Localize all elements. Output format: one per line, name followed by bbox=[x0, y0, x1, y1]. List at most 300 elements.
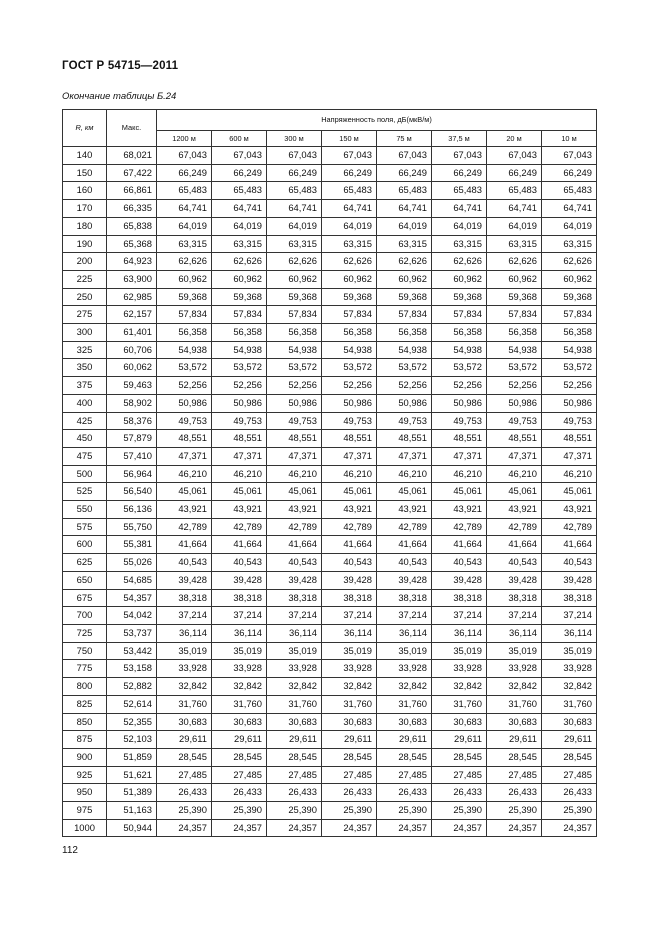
field-value-cell: 63,315 bbox=[322, 235, 377, 253]
field-value-cell: 54,938 bbox=[377, 341, 432, 359]
field-value-cell: 47,371 bbox=[322, 447, 377, 465]
field-value-cell: 64,019 bbox=[432, 217, 487, 235]
distance-cell: 775 bbox=[63, 660, 107, 678]
field-value-cell: 67,043 bbox=[157, 147, 212, 165]
field-value-cell: 30,683 bbox=[432, 713, 487, 731]
field-value-cell: 37,214 bbox=[487, 607, 542, 625]
table-row bbox=[63, 394, 597, 412]
max-value-cell: 56,964 bbox=[107, 465, 157, 483]
field-value-cell: 48,551 bbox=[487, 430, 542, 448]
distance-cell: 875 bbox=[63, 731, 107, 749]
max-value-cell: 58,902 bbox=[107, 394, 157, 412]
field-value-cell: 42,789 bbox=[157, 518, 212, 536]
field-value-cell: 33,928 bbox=[542, 660, 597, 678]
field-value-cell: 36,114 bbox=[212, 624, 267, 642]
field-value-cell: 47,371 bbox=[157, 447, 212, 465]
field-value-cell: 28,545 bbox=[377, 748, 432, 766]
field-value-cell: 57,834 bbox=[212, 306, 267, 324]
field-value-cell: 28,545 bbox=[157, 748, 212, 766]
field-value-cell: 46,210 bbox=[542, 465, 597, 483]
field-value-cell: 52,256 bbox=[377, 377, 432, 395]
table-row bbox=[63, 377, 597, 395]
field-value-cell: 54,938 bbox=[487, 341, 542, 359]
max-value-cell: 51,163 bbox=[107, 802, 157, 820]
field-value-cell: 37,214 bbox=[322, 607, 377, 625]
field-value-cell: 63,315 bbox=[542, 235, 597, 253]
field-value-cell: 39,428 bbox=[322, 571, 377, 589]
field-value-cell: 26,433 bbox=[542, 784, 597, 802]
field-value-cell: 43,921 bbox=[322, 501, 377, 519]
field-value-cell: 64,741 bbox=[377, 200, 432, 218]
field-value-cell: 63,315 bbox=[267, 235, 322, 253]
table-row bbox=[63, 270, 597, 288]
field-value-cell: 67,043 bbox=[212, 147, 267, 165]
field-value-cell: 67,043 bbox=[377, 147, 432, 165]
field-value-cell: 57,834 bbox=[377, 306, 432, 324]
field-value-cell: 29,611 bbox=[267, 731, 322, 749]
field-value-cell: 52,256 bbox=[542, 377, 597, 395]
field-value-cell: 38,318 bbox=[267, 589, 322, 607]
max-value-cell: 51,389 bbox=[107, 784, 157, 802]
field-value-cell: 48,551 bbox=[377, 430, 432, 448]
field-value-cell: 65,483 bbox=[432, 182, 487, 200]
field-value-cell: 59,368 bbox=[322, 288, 377, 306]
field-value-cell: 62,626 bbox=[432, 253, 487, 271]
column-header-distance: R, км bbox=[63, 110, 107, 147]
field-value-cell: 30,683 bbox=[157, 713, 212, 731]
field-value-cell: 41,664 bbox=[377, 536, 432, 554]
field-value-cell: 25,390 bbox=[212, 802, 267, 820]
distance-cell: 925 bbox=[63, 766, 107, 784]
column-header-height: 10 м bbox=[542, 131, 597, 147]
field-value-cell: 65,483 bbox=[322, 182, 377, 200]
field-value-cell: 27,485 bbox=[542, 766, 597, 784]
column-header-height: 150 м bbox=[322, 131, 377, 147]
field-value-cell: 37,214 bbox=[542, 607, 597, 625]
field-value-cell: 66,249 bbox=[322, 164, 377, 182]
field-value-cell: 41,664 bbox=[487, 536, 542, 554]
field-value-cell: 67,043 bbox=[432, 147, 487, 165]
field-value-cell: 57,834 bbox=[322, 306, 377, 324]
field-value-cell: 64,019 bbox=[487, 217, 542, 235]
field-value-cell: 49,753 bbox=[267, 412, 322, 430]
max-value-cell: 53,158 bbox=[107, 660, 157, 678]
max-value-cell: 66,861 bbox=[107, 182, 157, 200]
field-value-cell: 38,318 bbox=[542, 589, 597, 607]
max-value-cell: 54,357 bbox=[107, 589, 157, 607]
field-value-cell: 28,545 bbox=[542, 748, 597, 766]
field-value-cell: 27,485 bbox=[377, 766, 432, 784]
distance-cell: 725 bbox=[63, 624, 107, 642]
distance-cell: 160 bbox=[63, 182, 107, 200]
table-row bbox=[63, 200, 597, 218]
field-value-cell: 30,683 bbox=[542, 713, 597, 731]
field-value-cell: 57,834 bbox=[542, 306, 597, 324]
field-value-cell: 56,358 bbox=[542, 324, 597, 342]
column-header-height: 300 м bbox=[267, 131, 322, 147]
field-value-cell: 40,543 bbox=[322, 554, 377, 572]
field-value-cell: 46,210 bbox=[377, 465, 432, 483]
field-value-cell: 48,551 bbox=[432, 430, 487, 448]
max-value-cell: 51,859 bbox=[107, 748, 157, 766]
field-value-cell: 49,753 bbox=[487, 412, 542, 430]
field-value-cell: 66,249 bbox=[542, 164, 597, 182]
field-value-cell: 67,043 bbox=[542, 147, 597, 165]
table-row bbox=[63, 802, 597, 820]
field-value-cell: 32,842 bbox=[157, 678, 212, 696]
max-value-cell: 62,985 bbox=[107, 288, 157, 306]
field-value-cell: 39,428 bbox=[487, 571, 542, 589]
max-value-cell: 65,368 bbox=[107, 235, 157, 253]
field-value-cell: 24,357 bbox=[432, 819, 487, 837]
table-row bbox=[63, 412, 597, 430]
max-value-cell: 64,923 bbox=[107, 253, 157, 271]
max-value-cell: 68,021 bbox=[107, 147, 157, 165]
column-header-max: Макс. bbox=[107, 110, 157, 147]
field-value-cell: 42,789 bbox=[487, 518, 542, 536]
table-row bbox=[63, 589, 597, 607]
distance-cell: 700 bbox=[63, 607, 107, 625]
field-value-cell: 57,834 bbox=[157, 306, 212, 324]
field-value-cell: 40,543 bbox=[267, 554, 322, 572]
field-value-cell: 49,753 bbox=[432, 412, 487, 430]
field-value-cell: 53,572 bbox=[377, 359, 432, 377]
distance-cell: 400 bbox=[63, 394, 107, 412]
field-value-cell: 26,433 bbox=[377, 784, 432, 802]
field-value-cell: 30,683 bbox=[212, 713, 267, 731]
distance-cell: 625 bbox=[63, 554, 107, 572]
field-value-cell: 32,842 bbox=[432, 678, 487, 696]
field-value-cell: 39,428 bbox=[432, 571, 487, 589]
field-value-cell: 50,986 bbox=[432, 394, 487, 412]
distance-cell: 975 bbox=[63, 802, 107, 820]
field-value-cell: 45,061 bbox=[157, 483, 212, 501]
field-value-cell: 35,019 bbox=[377, 642, 432, 660]
max-value-cell: 63,900 bbox=[107, 270, 157, 288]
field-value-cell: 65,483 bbox=[487, 182, 542, 200]
max-value-cell: 51,621 bbox=[107, 766, 157, 784]
field-value-cell: 40,543 bbox=[487, 554, 542, 572]
field-value-cell: 35,019 bbox=[267, 642, 322, 660]
document-header: ГОСТ Р 54715—2011 bbox=[62, 60, 179, 72]
field-value-cell: 64,019 bbox=[157, 217, 212, 235]
field-value-cell: 42,789 bbox=[212, 518, 267, 536]
table-row bbox=[63, 164, 597, 182]
field-value-cell: 60,962 bbox=[432, 270, 487, 288]
field-value-cell: 65,483 bbox=[212, 182, 267, 200]
field-value-cell: 53,572 bbox=[322, 359, 377, 377]
field-value-cell: 35,019 bbox=[487, 642, 542, 660]
field-value-cell: 66,249 bbox=[432, 164, 487, 182]
field-value-cell: 52,256 bbox=[432, 377, 487, 395]
field-value-cell: 56,358 bbox=[377, 324, 432, 342]
field-value-cell: 53,572 bbox=[212, 359, 267, 377]
field-value-cell: 67,043 bbox=[487, 147, 542, 165]
field-value-cell: 31,760 bbox=[212, 695, 267, 713]
field-value-cell: 46,210 bbox=[432, 465, 487, 483]
field-value-cell: 45,061 bbox=[267, 483, 322, 501]
field-value-cell: 29,611 bbox=[432, 731, 487, 749]
field-value-cell: 29,611 bbox=[322, 731, 377, 749]
distance-cell: 475 bbox=[63, 447, 107, 465]
field-value-cell: 27,485 bbox=[212, 766, 267, 784]
field-value-cell: 25,390 bbox=[377, 802, 432, 820]
field-value-cell: 46,210 bbox=[157, 465, 212, 483]
distance-cell: 190 bbox=[63, 235, 107, 253]
field-value-cell: 31,760 bbox=[487, 695, 542, 713]
max-value-cell: 54,685 bbox=[107, 571, 157, 589]
field-value-cell: 24,357 bbox=[212, 819, 267, 837]
field-value-cell: 48,551 bbox=[267, 430, 322, 448]
field-value-cell: 46,210 bbox=[212, 465, 267, 483]
field-value-cell: 64,741 bbox=[322, 200, 377, 218]
field-value-cell: 62,626 bbox=[542, 253, 597, 271]
distance-cell: 650 bbox=[63, 571, 107, 589]
field-value-cell: 59,368 bbox=[157, 288, 212, 306]
distance-cell: 350 bbox=[63, 359, 107, 377]
field-value-cell: 48,551 bbox=[322, 430, 377, 448]
distance-cell: 850 bbox=[63, 713, 107, 731]
field-value-cell: 36,114 bbox=[322, 624, 377, 642]
field-value-cell: 41,664 bbox=[212, 536, 267, 554]
field-value-cell: 47,371 bbox=[267, 447, 322, 465]
field-value-cell: 43,921 bbox=[542, 501, 597, 519]
field-value-cell: 41,664 bbox=[267, 536, 322, 554]
field-value-cell: 28,545 bbox=[322, 748, 377, 766]
table-row bbox=[63, 748, 597, 766]
field-value-cell: 62,626 bbox=[377, 253, 432, 271]
field-value-cell: 64,019 bbox=[542, 217, 597, 235]
field-value-cell: 24,357 bbox=[542, 819, 597, 837]
field-value-cell: 38,318 bbox=[322, 589, 377, 607]
column-header-height: 1200 м bbox=[157, 131, 212, 147]
table-caption: Окончание таблицы Б.24 bbox=[62, 91, 177, 102]
field-value-cell: 31,760 bbox=[377, 695, 432, 713]
field-value-cell: 65,483 bbox=[267, 182, 322, 200]
field-value-cell: 64,741 bbox=[212, 200, 267, 218]
field-value-cell: 46,210 bbox=[267, 465, 322, 483]
field-value-cell: 49,753 bbox=[157, 412, 212, 430]
field-value-cell: 37,214 bbox=[212, 607, 267, 625]
distance-cell: 180 bbox=[63, 217, 107, 235]
max-value-cell: 66,335 bbox=[107, 200, 157, 218]
field-value-cell: 27,485 bbox=[487, 766, 542, 784]
field-value-cell: 62,626 bbox=[267, 253, 322, 271]
field-value-cell: 32,842 bbox=[322, 678, 377, 696]
field-value-cell: 41,664 bbox=[432, 536, 487, 554]
distance-cell: 275 bbox=[63, 306, 107, 324]
field-value-cell: 59,368 bbox=[487, 288, 542, 306]
field-value-cell: 43,921 bbox=[157, 501, 212, 519]
field-value-cell: 42,789 bbox=[432, 518, 487, 536]
field-value-cell: 32,842 bbox=[212, 678, 267, 696]
column-group-header: Напряженность поля, дБ(мкВ/м) bbox=[157, 110, 597, 131]
field-value-cell: 62,626 bbox=[322, 253, 377, 271]
max-value-cell: 62,157 bbox=[107, 306, 157, 324]
field-value-cell: 27,485 bbox=[322, 766, 377, 784]
field-value-cell: 59,368 bbox=[267, 288, 322, 306]
field-value-cell: 35,019 bbox=[212, 642, 267, 660]
field-value-cell: 54,938 bbox=[542, 341, 597, 359]
field-value-cell: 62,626 bbox=[212, 253, 267, 271]
field-value-cell: 59,368 bbox=[542, 288, 597, 306]
field-value-cell: 57,834 bbox=[432, 306, 487, 324]
table-row bbox=[63, 147, 597, 165]
page-number: 112 bbox=[62, 845, 78, 856]
field-value-cell: 56,358 bbox=[267, 324, 322, 342]
field-value-cell: 47,371 bbox=[487, 447, 542, 465]
field-value-cell: 47,371 bbox=[432, 447, 487, 465]
field-value-cell: 47,371 bbox=[377, 447, 432, 465]
field-value-cell: 64,741 bbox=[267, 200, 322, 218]
table-row bbox=[63, 288, 597, 306]
field-value-cell: 41,664 bbox=[542, 536, 597, 554]
max-value-cell: 53,737 bbox=[107, 624, 157, 642]
field-strength-table bbox=[62, 109, 597, 837]
table-row bbox=[63, 713, 597, 731]
table-row bbox=[63, 341, 597, 359]
field-value-cell: 48,551 bbox=[157, 430, 212, 448]
field-value-cell: 33,928 bbox=[267, 660, 322, 678]
max-value-cell: 55,750 bbox=[107, 518, 157, 536]
distance-cell: 825 bbox=[63, 695, 107, 713]
field-value-cell: 65,483 bbox=[157, 182, 212, 200]
table-row bbox=[63, 695, 597, 713]
field-value-cell: 64,741 bbox=[487, 200, 542, 218]
field-value-cell: 40,543 bbox=[157, 554, 212, 572]
field-value-cell: 43,921 bbox=[432, 501, 487, 519]
field-value-cell: 53,572 bbox=[487, 359, 542, 377]
field-value-cell: 56,358 bbox=[212, 324, 267, 342]
field-value-cell: 52,256 bbox=[487, 377, 542, 395]
distance-cell: 325 bbox=[63, 341, 107, 359]
field-value-cell: 66,249 bbox=[267, 164, 322, 182]
field-value-cell: 29,611 bbox=[157, 731, 212, 749]
field-value-cell: 30,683 bbox=[322, 713, 377, 731]
field-value-cell: 67,043 bbox=[267, 147, 322, 165]
table-row bbox=[63, 554, 597, 572]
max-value-cell: 52,103 bbox=[107, 731, 157, 749]
field-value-cell: 29,611 bbox=[542, 731, 597, 749]
table-row bbox=[63, 359, 597, 377]
field-value-cell: 53,572 bbox=[432, 359, 487, 377]
field-value-cell: 45,061 bbox=[377, 483, 432, 501]
field-value-cell: 26,433 bbox=[157, 784, 212, 802]
field-value-cell: 32,842 bbox=[267, 678, 322, 696]
table-row bbox=[63, 235, 597, 253]
table-row bbox=[63, 217, 597, 235]
field-value-cell: 37,214 bbox=[267, 607, 322, 625]
field-value-cell: 33,928 bbox=[212, 660, 267, 678]
field-value-cell: 43,921 bbox=[212, 501, 267, 519]
distance-cell: 575 bbox=[63, 518, 107, 536]
field-value-cell: 65,483 bbox=[377, 182, 432, 200]
field-value-cell: 43,921 bbox=[377, 501, 432, 519]
max-value-cell: 60,062 bbox=[107, 359, 157, 377]
field-value-cell: 29,611 bbox=[377, 731, 432, 749]
field-value-cell: 38,318 bbox=[157, 589, 212, 607]
column-header-height: 75 м bbox=[377, 131, 432, 147]
field-value-cell: 50,986 bbox=[267, 394, 322, 412]
field-value-cell: 31,760 bbox=[157, 695, 212, 713]
field-value-cell: 33,928 bbox=[157, 660, 212, 678]
distance-cell: 600 bbox=[63, 536, 107, 554]
field-value-cell: 48,551 bbox=[212, 430, 267, 448]
field-value-cell: 31,760 bbox=[542, 695, 597, 713]
field-value-cell: 66,249 bbox=[377, 164, 432, 182]
table-row bbox=[63, 678, 597, 696]
max-value-cell: 59,463 bbox=[107, 377, 157, 395]
max-value-cell: 60,706 bbox=[107, 341, 157, 359]
distance-cell: 225 bbox=[63, 270, 107, 288]
field-value-cell: 42,789 bbox=[542, 518, 597, 536]
field-value-cell: 59,368 bbox=[432, 288, 487, 306]
field-value-cell: 25,390 bbox=[542, 802, 597, 820]
field-value-cell: 25,390 bbox=[432, 802, 487, 820]
distance-cell: 525 bbox=[63, 483, 107, 501]
max-value-cell: 65,838 bbox=[107, 217, 157, 235]
field-value-cell: 63,315 bbox=[377, 235, 432, 253]
field-value-cell: 42,789 bbox=[267, 518, 322, 536]
field-value-cell: 27,485 bbox=[432, 766, 487, 784]
field-value-cell: 52,256 bbox=[322, 377, 377, 395]
field-value-cell: 39,428 bbox=[267, 571, 322, 589]
field-value-cell: 39,428 bbox=[542, 571, 597, 589]
field-value-cell: 39,428 bbox=[157, 571, 212, 589]
field-value-cell: 45,061 bbox=[322, 483, 377, 501]
field-value-cell: 36,114 bbox=[157, 624, 212, 642]
table-row bbox=[63, 501, 597, 519]
distance-cell: 750 bbox=[63, 642, 107, 660]
table-row bbox=[63, 624, 597, 642]
field-value-cell: 49,753 bbox=[322, 412, 377, 430]
field-value-cell: 33,928 bbox=[377, 660, 432, 678]
field-value-cell: 33,928 bbox=[432, 660, 487, 678]
field-value-cell: 29,611 bbox=[212, 731, 267, 749]
field-value-cell: 43,921 bbox=[487, 501, 542, 519]
field-value-cell: 24,357 bbox=[157, 819, 212, 837]
field-value-cell: 49,753 bbox=[542, 412, 597, 430]
field-value-cell: 64,019 bbox=[212, 217, 267, 235]
field-value-cell: 46,210 bbox=[487, 465, 542, 483]
field-value-cell: 53,572 bbox=[157, 359, 212, 377]
distance-cell: 1000 bbox=[63, 819, 107, 837]
max-value-cell: 57,410 bbox=[107, 447, 157, 465]
max-value-cell: 53,442 bbox=[107, 642, 157, 660]
field-value-cell: 47,371 bbox=[542, 447, 597, 465]
field-value-cell: 49,753 bbox=[377, 412, 432, 430]
table-row bbox=[63, 731, 597, 749]
distance-cell: 375 bbox=[63, 377, 107, 395]
max-value-cell: 52,614 bbox=[107, 695, 157, 713]
field-value-cell: 63,315 bbox=[432, 235, 487, 253]
field-value-cell: 52,256 bbox=[267, 377, 322, 395]
max-value-cell: 56,540 bbox=[107, 483, 157, 501]
field-value-cell: 59,368 bbox=[377, 288, 432, 306]
field-value-cell: 64,741 bbox=[542, 200, 597, 218]
field-value-cell: 62,626 bbox=[157, 253, 212, 271]
field-value-cell: 45,061 bbox=[542, 483, 597, 501]
distance-cell: 950 bbox=[63, 784, 107, 802]
field-value-cell: 35,019 bbox=[432, 642, 487, 660]
distance-cell: 250 bbox=[63, 288, 107, 306]
field-value-cell: 35,019 bbox=[322, 642, 377, 660]
field-value-cell: 54,938 bbox=[157, 341, 212, 359]
field-value-cell: 50,986 bbox=[487, 394, 542, 412]
field-value-cell: 40,543 bbox=[377, 554, 432, 572]
table-row bbox=[63, 447, 597, 465]
field-value-cell: 33,928 bbox=[487, 660, 542, 678]
